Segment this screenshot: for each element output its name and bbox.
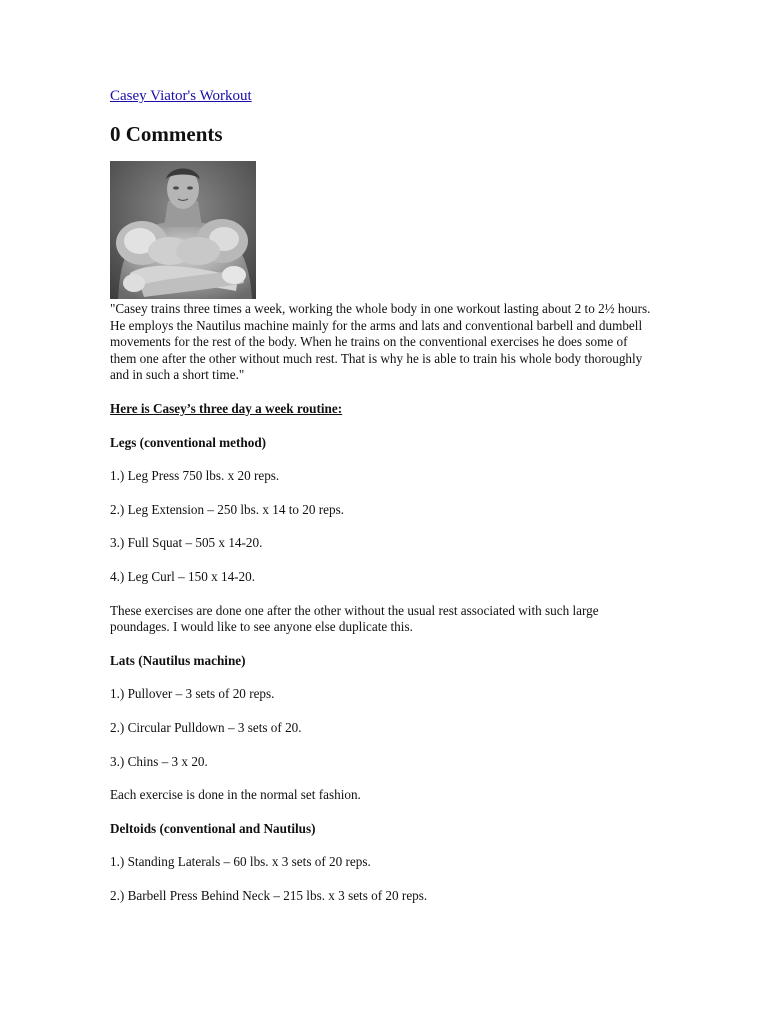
lats-item: 3.) Chins – 3 x 20. (110, 753, 208, 769)
lats-item: 2.) Circular Pulldown – 3 sets of 20. (110, 719, 302, 735)
lats-note: Each exercise is done in the normal set fashion. (110, 787, 361, 803)
legs-item: 4.) Leg Curl – 150 x 14-20. (110, 568, 256, 584)
legs-heading: Legs (conventional method) (110, 434, 267, 450)
bodybuilder-photo (110, 161, 256, 299)
legs-item: 1.) Leg Press 750 lbs. x 20 reps. (110, 468, 280, 484)
article-title-link[interactable]: Casey Viator's Workout (110, 88, 252, 104)
deltoids-item: 2.) Barbell Press Behind Neck – 215 lbs. x 3 sets of 20 reps. (110, 887, 428, 903)
legs-note: These exercises are done one after the other without the usual rest associated with such large poundages. I would like to see anyone else duplicate this. (110, 602, 599, 635)
lats-item: 1.) Pullover – 3 sets of 20 reps. (110, 686, 275, 702)
article (110, 86, 655, 921)
legs-item: 2.) Leg Extension – 250 lbs. x 14 to 20 reps. (110, 501, 345, 517)
intro-quote: "Casey trains three times a week, working the whole body in one workout lasting about 2 to 2½ hours. He employs the Nautilus machine mainly for the arms and lats and conventional barbell and dumbell movements for the rest of the body. When he trains on the conventional exercises he does some of them one after the other without much rest. That is why he is able to train his whole body thoroughly and in such a short time." (110, 301, 651, 383)
legs-item: 3.) Full Squat – 505 x 14-20. (110, 535, 263, 551)
routine-heading: Here is Casey’s three day a week routine: (110, 400, 343, 416)
deltoids-item: 1.) Standing Laterals – 60 lbs. x 3 sets of 20 reps. (110, 854, 371, 870)
lats-heading: Lats (Nautilus machine) (110, 652, 246, 668)
deltoids-heading: Deltoids (conventional and Nautilus) (110, 820, 316, 836)
comments-count-heading: 0 Comments (110, 122, 223, 146)
